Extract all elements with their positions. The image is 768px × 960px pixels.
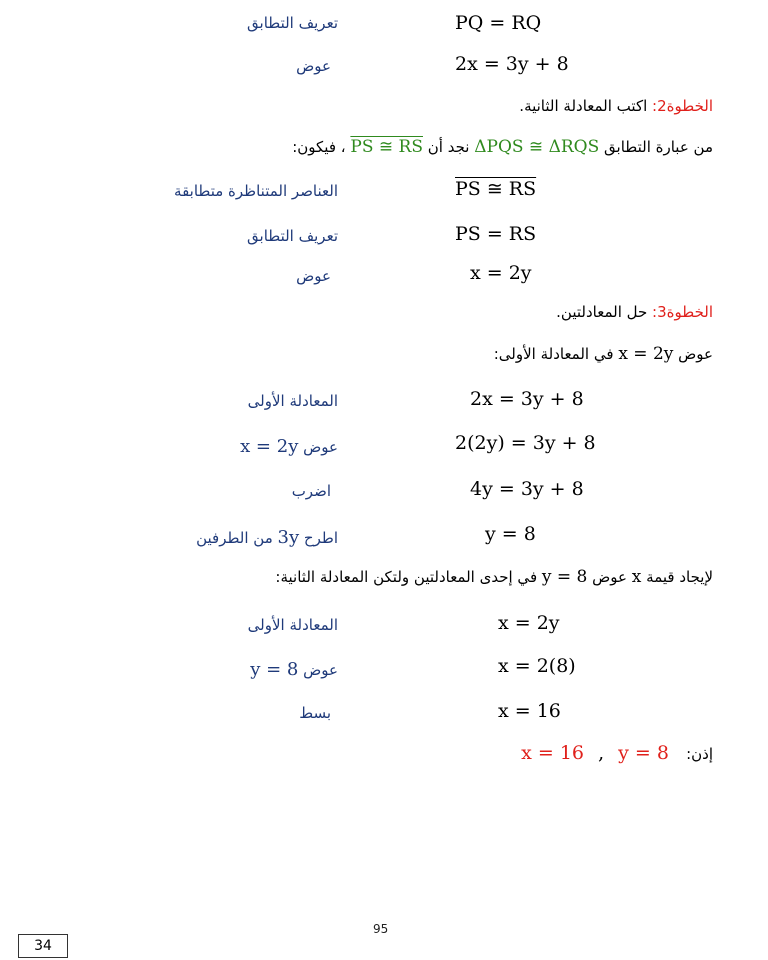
- conclusion-x: x = 16: [521, 742, 585, 764]
- conclusion: [521, 742, 713, 764]
- reason-substitute-1: عوض: [296, 57, 331, 75]
- reason-multiply: اضرب: [291, 482, 331, 500]
- reason-substitute-y8: [250, 659, 338, 680]
- equation-x-16: x = 16: [498, 700, 561, 722]
- conclusion-label: إذن:: [686, 745, 713, 763]
- step3-line: [556, 303, 713, 321]
- equation-2x-3y-8: 2x = 3y + 8: [455, 53, 569, 75]
- conclusion-y: y = 8: [618, 742, 669, 764]
- reason-first-equation-2: المعادلة الأولى: [247, 616, 338, 634]
- reason-sub-word: عوض: [303, 438, 338, 456]
- step2-line: [519, 97, 713, 115]
- equation-2-2y: 2(2y) = 3y + 8: [455, 432, 596, 454]
- reason-sub-math-2: y = 8: [250, 659, 299, 680]
- equation-ps-congruent-rs: PS ≅ RS: [455, 178, 537, 200]
- reason-subtract: [196, 527, 338, 548]
- find-x: x: [631, 567, 642, 587]
- equation-first: 2x = 3y + 8: [470, 388, 584, 410]
- conclusion-values: [521, 742, 669, 764]
- congruence-intro: من عبارة التطابق: [604, 138, 713, 156]
- reason-definition-congruence-2: تعريف التطابق: [247, 227, 338, 245]
- congruence-mid: نجد أن: [427, 138, 470, 156]
- equation-x-2y-2: x = 2y: [498, 612, 560, 634]
- equation-x-2y: x = 2y: [470, 262, 532, 284]
- equation-y-8: y = 8: [485, 523, 536, 545]
- substitute-sentence: [494, 344, 713, 364]
- reason-subtract-a: اطرح: [303, 529, 338, 547]
- find-c: في إحدى المعادلتين ولتكن المعادلة الثانية:: [275, 568, 538, 586]
- find-math: y = 8: [541, 567, 588, 587]
- find-a: لإيجاد قيمة: [646, 568, 713, 586]
- reason-substitute-x2y: [240, 436, 338, 457]
- chapter-page-box: 34: [18, 934, 68, 958]
- triangle-pqs: ΔPQS ≅ ΔRQS: [474, 137, 600, 157]
- find-x-sentence: [275, 567, 713, 587]
- congruence-triangles: [474, 137, 599, 157]
- equation-x-2-8: x = 2(8): [498, 655, 576, 677]
- reason-subtract-b: من الطرفين: [196, 529, 273, 547]
- step2-text: اكتب المعادلة الثانية.: [519, 97, 648, 115]
- equation-4y: 4y = 3y + 8: [470, 478, 584, 500]
- step3-text: حل المعادلتين.: [556, 303, 648, 321]
- equation-pq-rq: PQ = RQ: [455, 12, 542, 34]
- step3-label: الخطوة3:: [652, 303, 713, 321]
- step2-label: الخطوة2:: [652, 97, 713, 115]
- reason-first-equation-1: المعادلة الأولى: [247, 392, 338, 410]
- conclusion-sep: ,: [598, 742, 605, 764]
- reason-definition-congruence-1: تعريف التطابق: [247, 14, 338, 32]
- reason-substitute-2: عوض: [296, 267, 331, 285]
- congruence-sentence: [292, 137, 713, 157]
- page-number: 95: [373, 922, 389, 936]
- sub-math: x = 2y: [618, 344, 674, 364]
- reason-sub-math: x = 2y: [240, 436, 299, 457]
- equation-ps-rs: PS = RS: [455, 223, 537, 245]
- congruence-segments: PS ≅ RS: [350, 137, 423, 157]
- reason-corresponding-parts: العناصر المتناظرة متطابقة: [174, 182, 338, 200]
- reason-subtract-math: 3y: [277, 527, 300, 548]
- congruence-end: ، فيكون:: [292, 138, 346, 156]
- sub-b: في المعادلة الأولى:: [493, 345, 614, 363]
- sub-a: عوض: [678, 345, 713, 363]
- reason-simplify: بسط: [299, 704, 331, 722]
- find-b: عوض: [592, 568, 627, 586]
- reason-sub-word-2: عوض: [303, 661, 338, 679]
